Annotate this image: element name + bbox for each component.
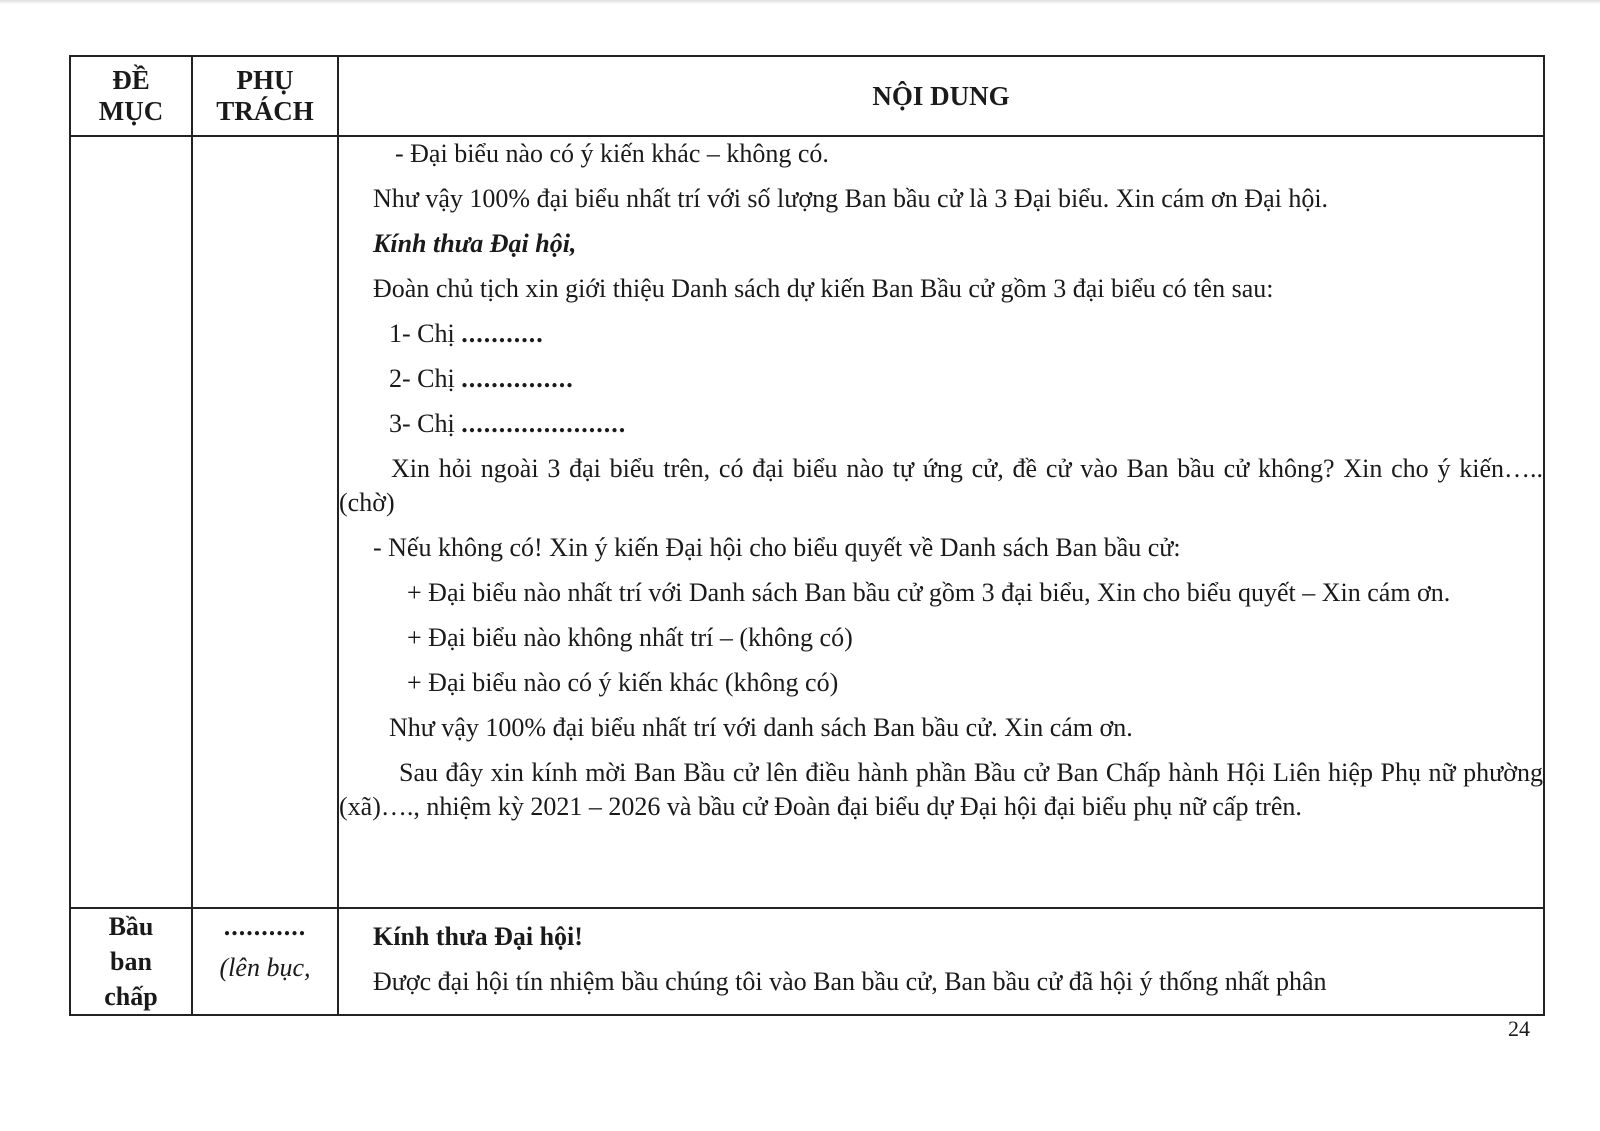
- salutation: Kính thưa Đại hội,: [373, 229, 577, 258]
- cell-phu-trach-empty: [192, 136, 338, 908]
- cell-noi-dung: [338, 136, 1544, 908]
- paragraph: Đoàn chủ tịch xin giới thiệu Danh sách dự kiến Ban Bầu cử gồm 3 đại biểu có tên sau:: [373, 274, 1274, 303]
- table-row: [70, 908, 1544, 1015]
- header-noi-dung: NỘI DUNG: [338, 56, 1544, 136]
- cell-de-muc-empty: [70, 136, 192, 908]
- agenda-table: [69, 55, 1545, 1016]
- list-item: 1- Chị ...........: [389, 319, 544, 348]
- paragraph: Xin hỏi ngoài 3 đại biểu trên, có đại biểu nào tự ứng cử, đề cử vào Ban bầu cử không? Xin cho ý kiến….. (chờ): [339, 454, 1543, 517]
- paragraph: + Đại biểu nào không nhất trí – (không có): [407, 623, 853, 652]
- scan-edge: [0, 0, 1600, 4]
- cell-de-muc: Bầu ban chấp: [70, 908, 192, 1015]
- table-header-row: [70, 56, 1544, 136]
- paragraph: Được đại hội tín nhiệm bầu chúng tôi vào Ban bầu cử, Ban bầu cử đã hội ý thống nhất phân: [373, 967, 1327, 996]
- salutation: Kính thưa Đại hội!: [373, 922, 583, 951]
- paragraph: + Đại biểu nào nhất trí với Danh sách Ban bầu cử gồm 3 đại biểu, Xin cho biểu quyết – Xin cám ơn.: [407, 578, 1451, 607]
- table-row: [70, 136, 1544, 908]
- paragraph: - Nếu không có! Xin ý kiến Đại hội cho biểu quyết về Danh sách Ban bầu cử:: [373, 533, 1181, 562]
- paragraph: Như vậy 100% đại biểu nhất trí với số lượng Ban bầu cử là 3 Đại biểu. Xin cám ơn Đại hội.: [373, 184, 1329, 213]
- paragraph: Sau đây xin kính mời Ban Bầu cử lên điều hành phần Bầu cử Ban Chấp hành Hội Liên hiệp Phụ nữ phường (xã)…., nhiệm kỳ 2021 – 2026 và bầu cử Đoàn đại biểu dự Đại hội đại biểu phụ nữ cấp trên.: [339, 758, 1543, 821]
- list-item: 2- Chị ...............: [389, 364, 574, 393]
- page-number: 24: [1508, 1016, 1530, 1041]
- cell-phu-trach: ........... (lên bục,: [192, 908, 338, 1015]
- cell-noi-dung: [338, 908, 1544, 1015]
- list-item: 3- Chị ......................: [389, 409, 627, 438]
- header-phu-trach: PHỤ TRÁCH: [192, 56, 338, 136]
- paragraph: Như vậy 100% đại biểu nhất trí với danh sách Ban bầu cử. Xin cám ơn.: [389, 713, 1133, 742]
- paragraph: - Đại biểu nào có ý kiến khác – không có.: [395, 139, 829, 168]
- header-de-muc: ĐỀ MỤC: [70, 56, 192, 136]
- paragraph: + Đại biểu nào có ý kiến khác (không có): [407, 668, 839, 697]
